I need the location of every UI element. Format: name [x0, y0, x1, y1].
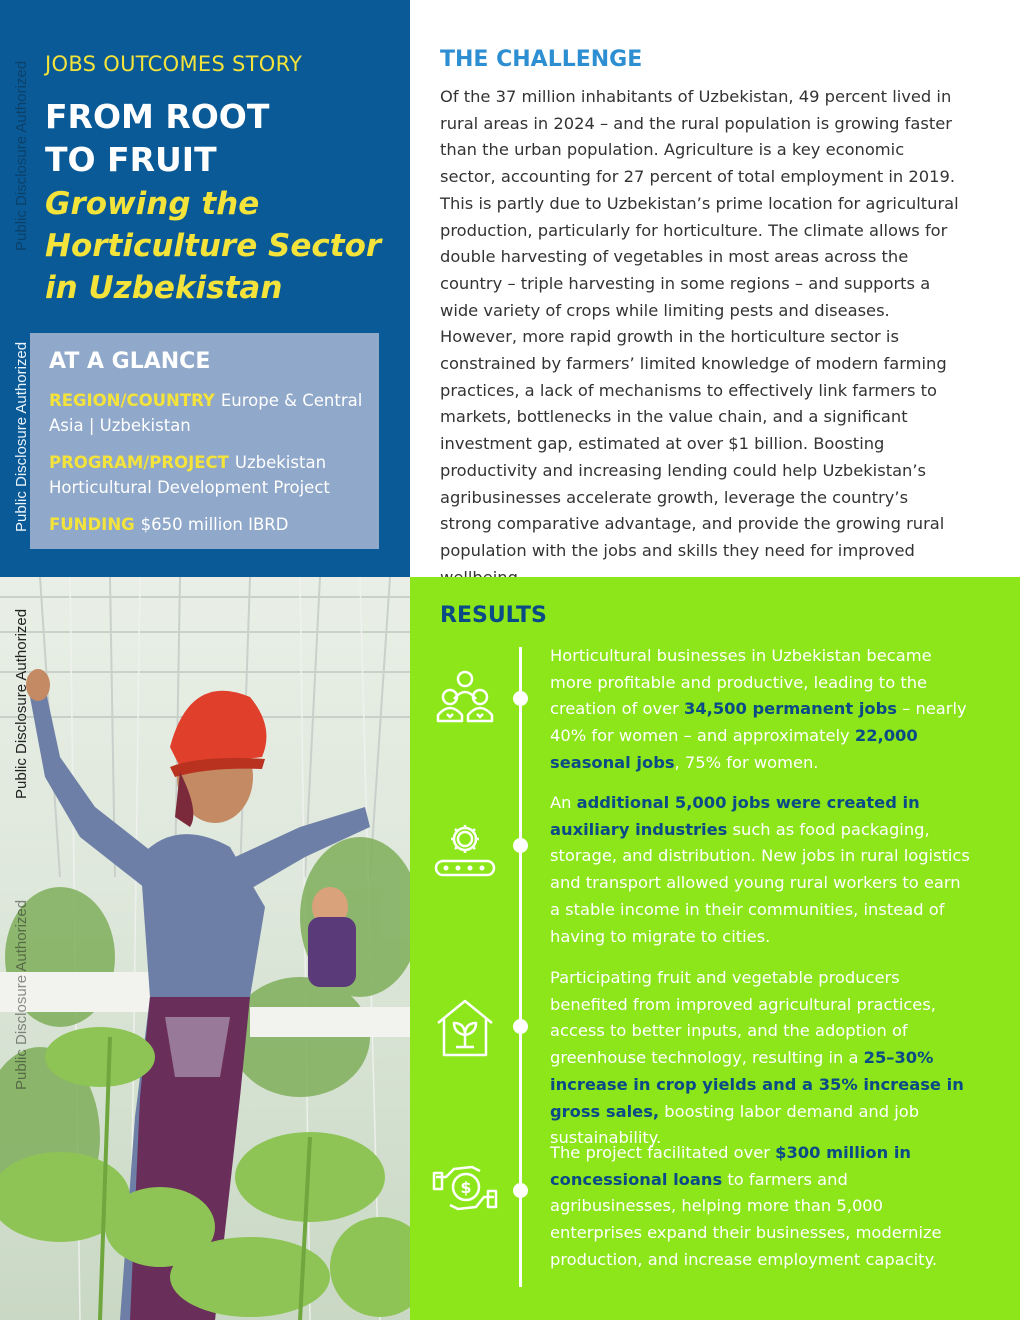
region-label: REGION/COUNTRY [49, 391, 215, 410]
subtitle-line-2: Horticulture Sector [45, 228, 382, 264]
greenhouse-photo [0, 577, 410, 1320]
timeline-dot [513, 1019, 528, 1034]
result-highlight: 22,000 seasonal jobs [550, 726, 918, 772]
svg-text:$: $ [460, 1178, 472, 1197]
funding-value: $650 million IBRD [140, 515, 289, 534]
result-text: boosting labor demand and job sustainability. [550, 1101, 920, 1148]
disclosure-watermark: Public Disclosure Authorized [13, 341, 30, 532]
subtitle-line-3: in Uzbekistan [45, 270, 283, 306]
page-title [45, 95, 269, 181]
result-text: The project facilitated over [550, 1143, 776, 1162]
funding-row [49, 512, 369, 537]
result-highlight: $300 million in concessional loans [550, 1143, 912, 1189]
challenge-heading: THE CHALLENGE [440, 47, 643, 72]
kicker: JOBS OUTCOMES STORY [45, 52, 303, 76]
challenge-section [410, 0, 1020, 577]
result-item [550, 790, 975, 950]
result-highlight: 25–30% increase in crop yields and a 35% increase in gross sales, [550, 1048, 964, 1121]
greenhouse-worker-image [0, 577, 410, 1320]
program-value: Uzbekistan Horticultural Development Project [49, 453, 330, 497]
challenge-body: Of the 37 million inhabitants of Uzbekistan, 49 percent lived in rural areas in 2024 – and the rural population is growing faster than the urban population. Agriculture is a key economic sector, accounting for 27 percent of total employment in 2019. This is partly due to Uzbekistan’s prime location for agricultural production, particularly for horticulture. The climate allows for double harvesting of vegetables in most areas across the country – triple harvesting in some regions – and supports a wide variety of crops while limiting pests and diseases. However, more rapid growth in the horticulture sector is constrained by farmers’ limited knowledge of modern farming practices, a lack of mechanisms to effectively link farmers to markets, bottlenecks in the value chain, and a significant investment gap, estimated at over $1 billion. Boosting productivity and increasing lending could help Uzbekistan’s agribusinesses accelerate growth, leverage the country’s strong comparative advantage, and provide the growing rural population with the jobs and skills they need for improved [440, 87, 959, 560]
page-subtitle [45, 183, 385, 309]
people-group-icon [432, 665, 498, 731]
result-text: An [550, 793, 577, 812]
timeline-dot [513, 838, 528, 853]
result-text: – nearly 40% for women – and approximately [550, 699, 967, 746]
glance-heading: AT A GLANCE [49, 349, 211, 374]
timeline-dot [513, 691, 528, 706]
result-highlight: additional 5,000 jobs were created in auxiliary industries [550, 793, 920, 839]
greenhouse-plant-icon [432, 995, 498, 1061]
funding-label: FUNDING [49, 515, 135, 534]
result-text: Participating fruit and vegetable producers benefited from improved agricultural practices, access to better inputs, and the adoption of greenhouse technology, resulting in a [550, 968, 936, 1068]
at-a-glance-box [30, 333, 379, 549]
result-item [550, 1140, 975, 1274]
results-heading: RESULTS [440, 603, 547, 628]
subtitle-line-1: Growing the [45, 186, 260, 222]
region-row [49, 388, 369, 438]
header-panel [0, 0, 410, 577]
result-item [550, 643, 975, 777]
disclosure-watermark: Public Disclosure Authorized [13, 899, 30, 1090]
result-text: Horticultural businesses in Uzbekistan became more profitable and productive, leading to the creation of over [550, 646, 932, 719]
gear-conveyor-icon [432, 817, 498, 883]
result-item [550, 965, 975, 1152]
disclosure-watermark: Public Disclosure Authorized [13, 608, 30, 799]
program-row [49, 450, 369, 500]
results-section [410, 577, 1020, 1320]
hand-money-icon [432, 1157, 498, 1223]
title-line-1: FROM ROOT [45, 97, 270, 136]
timeline-dot [513, 1183, 528, 1198]
result-highlight: 34,500 permanent jobs [684, 699, 897, 719]
result-text: to farmers and agribusinesses, helping more than 5,000 enterprises expand their businesses, modernize production, and increase employment capacity. [550, 1169, 942, 1269]
region-value: Europe & Central Asia | Uzbekistan [49, 391, 363, 435]
program-label: PROGRAM/PROJECT [49, 453, 229, 472]
result-text: such as food packaging, storage, and distribution. New jobs in rural logistics and transport allowed young rural workers to earn a stable income in their communities, instead of having to migrate to cities. [550, 819, 970, 946]
title-line-2: TO FRUIT [45, 140, 217, 179]
disclosure-watermark: Public Disclosure Authorized [13, 60, 30, 251]
result-text: , 75% for women. [674, 752, 819, 772]
